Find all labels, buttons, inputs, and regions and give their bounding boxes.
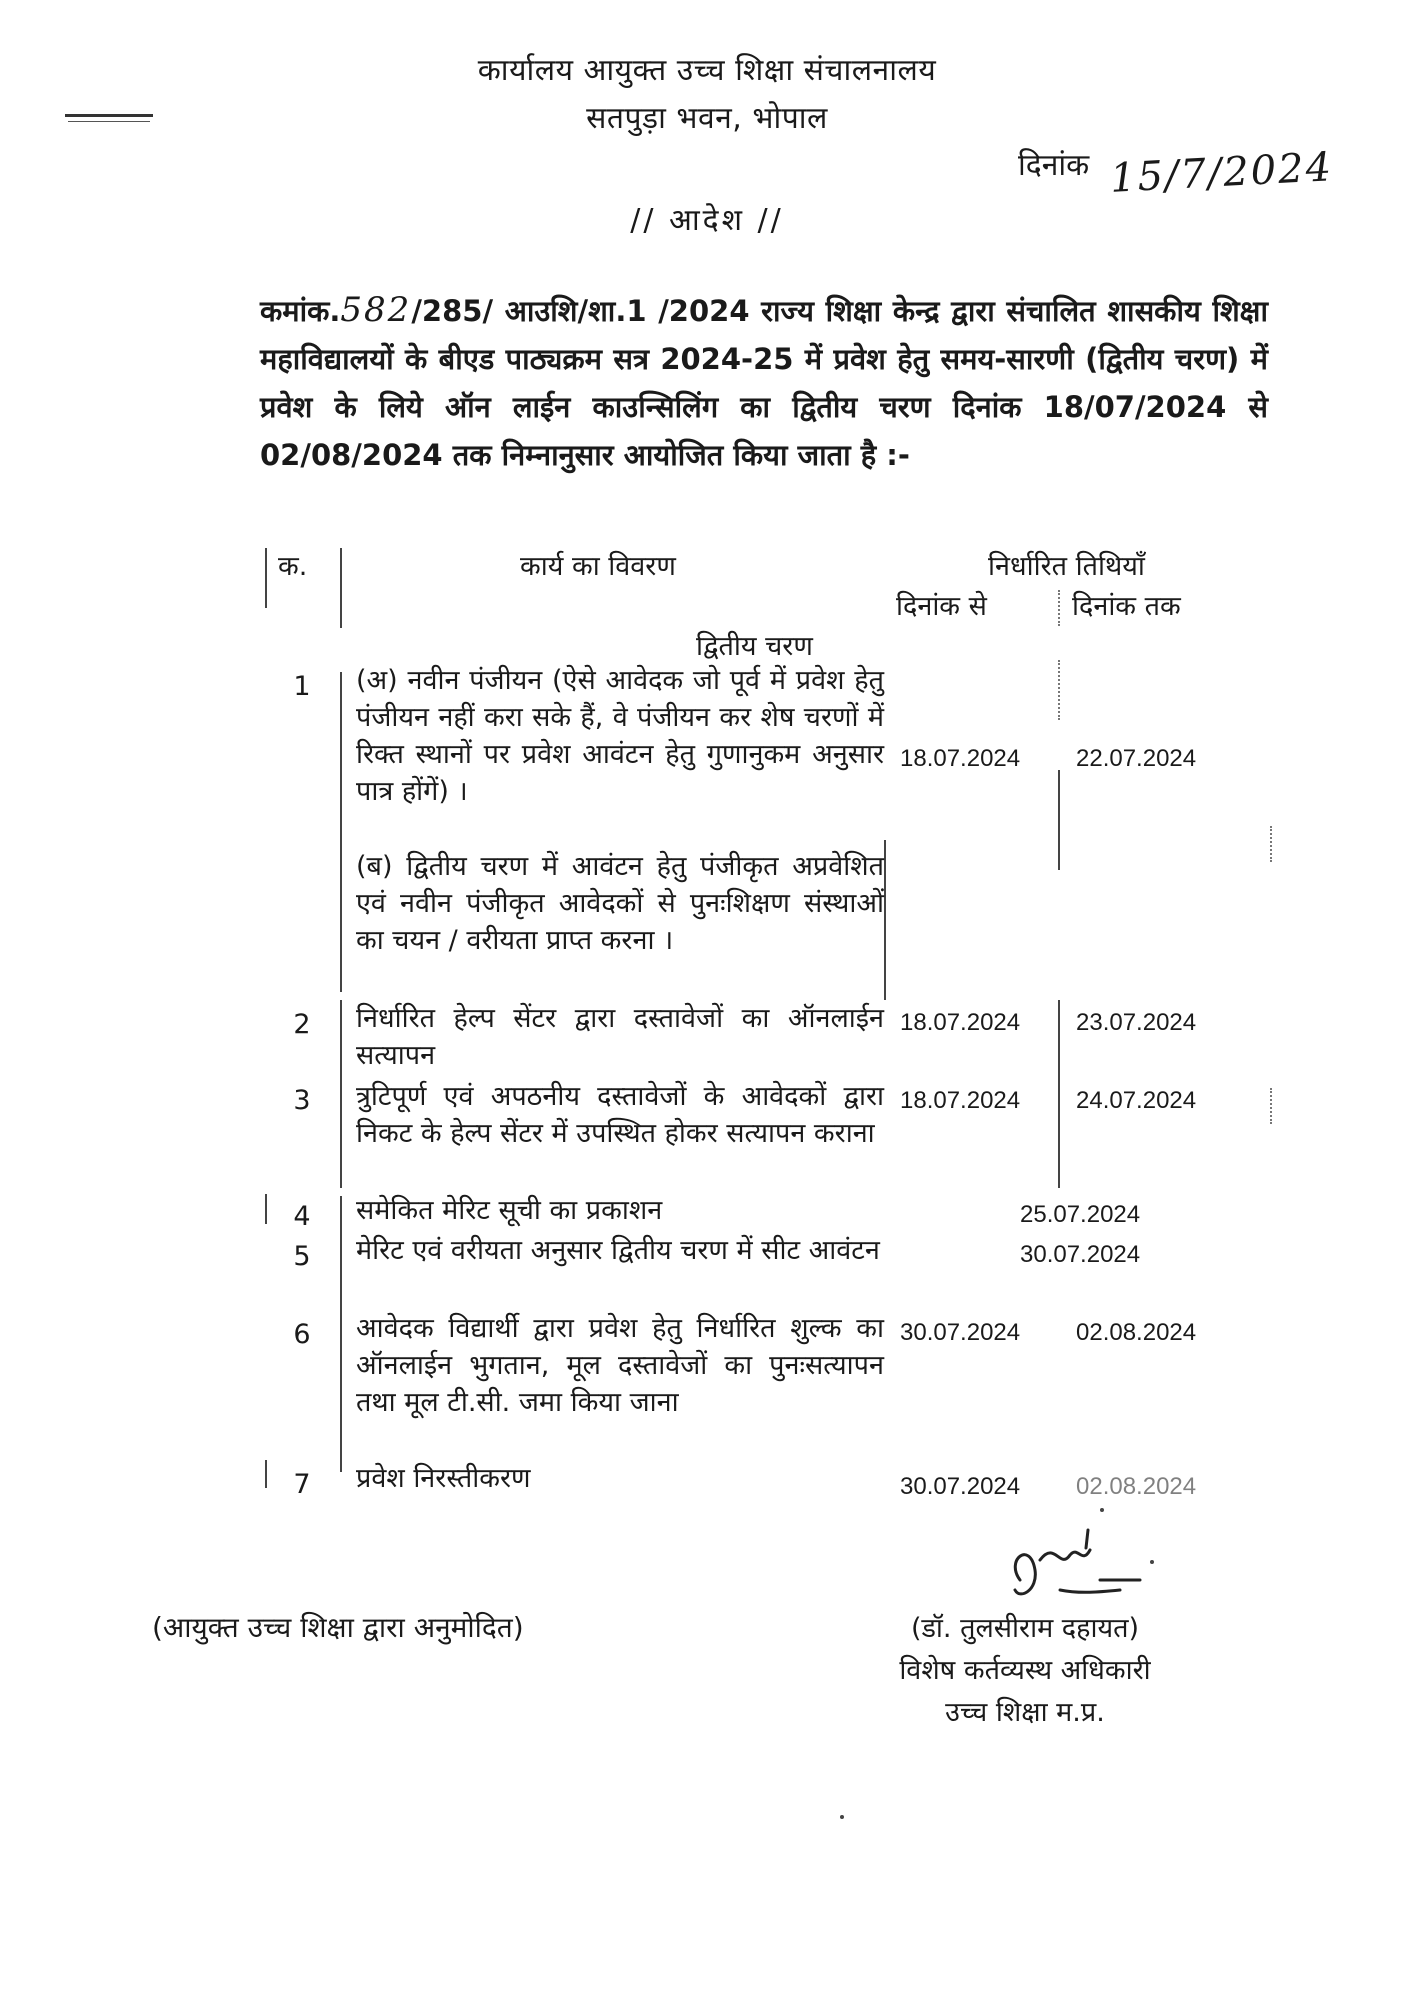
office-address: सतपुड़ा भवन, भोपाल xyxy=(586,101,828,136)
section-title: द्वितीय चरण xyxy=(696,631,813,662)
column-divider xyxy=(1058,770,1060,870)
column-divider xyxy=(265,1194,267,1224)
row-5-date: 30.07.2024 xyxy=(1020,1241,1141,1268)
column-divider xyxy=(265,548,267,608)
handwritten-date: 15/7/2024 xyxy=(1108,144,1335,202)
header-from-date: दिनांक से xyxy=(896,591,987,622)
signatory-block xyxy=(860,1608,1190,1734)
column-divider xyxy=(1058,1000,1060,1188)
ink-dot xyxy=(840,1815,844,1819)
signatory-name: (डॉ. तुलसीराम दहायत) xyxy=(910,1613,1140,1644)
row-3-to: 24.07.2024 xyxy=(1076,1087,1197,1114)
row-6-description: आवेदक विद्यार्थी द्वारा प्रवेश हेतु निर्धारित शुल्क का ऑनलाईन भुगतान, मूल दस्तावेजों का पुनःसत्यापन तथा मूल टी.सी. जमा किया जाना xyxy=(356,1313,884,1418)
row-6-serial: 6 xyxy=(293,1319,311,1350)
row-7-from: 30.07.2024 xyxy=(900,1473,1021,1500)
signature xyxy=(1000,1520,1160,1610)
handwritten-order-number: 582 xyxy=(340,290,412,330)
header-description: कार्य का विवरण xyxy=(520,551,676,582)
column-divider xyxy=(340,672,342,992)
row-1-to: 22.07.2024 xyxy=(1076,745,1197,772)
column-divider xyxy=(265,1460,267,1488)
order-number-prefix: कमांक. xyxy=(260,294,341,328)
row-6-from: 30.07.2024 xyxy=(900,1319,1021,1346)
column-divider xyxy=(340,1000,342,1188)
row-5-serial: 5 xyxy=(293,1241,311,1272)
row-4-serial: 4 xyxy=(293,1201,311,1232)
order-body-text: /285/ आउशि/शा.1 /2024 राज्य शिक्षा केन्द्र द्वारा संचालित शासकीय शिक्षा महाविद्यालयों के बीएड पाठ्यक्रम सत्र 2024-25 में प्रवेश हेतु समय-सारणी (द्वितीय चरण) में प्रवेश के लिये ऑन लाईन काउन्सिलिंग का द्वितीय चरण दिनांक 18/07/2024 से 02/08/2024 तक निम्नानुसार आयोजित किया जाता है :- xyxy=(260,294,1268,472)
office-name: कार्यालय आयुक्त उच्च शिक्षा संचालनालय xyxy=(477,53,937,88)
row-3-description: त्रुटिपूर्ण एवं अपठनीय दस्तावेजों के आवेदकों द्वारा निकट के हेल्प सेंटर में उपस्थित होकर सत्यापन कराना xyxy=(356,1081,884,1149)
row-2-to: 23.07.2024 xyxy=(1076,1009,1197,1036)
ink-dot xyxy=(1150,1560,1154,1564)
row-2-from: 18.07.2024 xyxy=(900,1009,1021,1036)
column-divider xyxy=(340,548,342,628)
row-4-date: 25.07.2024 xyxy=(1020,1201,1141,1228)
row-2-description: निर्धारित हेल्प सेंटर द्वारा दस्तावेजों का ऑनलाईन सत्यापन xyxy=(356,1003,884,1071)
row-2-serial: 2 xyxy=(293,1009,311,1040)
column-divider xyxy=(340,1312,342,1472)
order-title: // आदेश // xyxy=(630,203,784,238)
column-divider xyxy=(1058,660,1060,720)
row-3-serial: 3 xyxy=(293,1085,311,1116)
header-to-date: दिनांक तक xyxy=(1072,591,1181,622)
header-serial: क. xyxy=(278,551,308,582)
row-1-from: 18.07.2024 xyxy=(900,745,1021,772)
signatory-title: विशेष कर्तव्यस्थ अधिकारी xyxy=(899,1655,1151,1686)
row-6-to: 02.08.2024 xyxy=(1076,1319,1197,1346)
column-divider xyxy=(884,840,886,1000)
row-7-serial: 7 xyxy=(293,1469,311,1500)
approval-note: (आयुक्त उच्च शिक्षा द्वारा अनुमोदित) xyxy=(152,1611,524,1644)
row-7-description: प्रवेश निरस्तीकरण xyxy=(356,1463,531,1494)
row-5-description: मेरिट एवं वरीयता अनुसार द्वितीय चरण में सीट आवंटन xyxy=(356,1235,880,1266)
row-1-description-b: (ब) द्वितीय चरण में आवंटन हेतु पंजीकृत अप्रवेशित एवं नवीन पंजीकृत आवेदकों से पुनःशिक्षण संस्थाओं का चयन / वरीयता प्राप्त करना । xyxy=(356,851,884,956)
column-divider xyxy=(1270,1088,1272,1124)
row-4-description: समेकित मेरिट सूची का प्रकाशन xyxy=(356,1195,663,1226)
row-1-description-a: (अ) नवीन पंजीयन (ऐसे आवेदक जो पूर्व में प्रवेश हेतु पंजीयन नहीं करा सके हैं, वे पंजीयन कर शेष चरणों में रिक्त स्थानों पर प्रवेश आवंटन हेतु गुणानुकम अनुसार पात्र होंगें) । xyxy=(356,665,884,807)
column-divider xyxy=(1058,590,1060,626)
row-7-to: 02.08.2024 xyxy=(1076,1473,1197,1500)
header-dates: निर्धारित तिथियाँ xyxy=(988,551,1145,582)
date-label: दिनांक xyxy=(1018,148,1090,183)
row-1-serial: 1 xyxy=(293,671,311,702)
row-3-from: 18.07.2024 xyxy=(900,1087,1021,1114)
signatory-department: उच्च शिक्षा म.प्र. xyxy=(945,1697,1105,1728)
column-divider xyxy=(1270,826,1272,862)
ink-dot xyxy=(1100,1508,1104,1512)
